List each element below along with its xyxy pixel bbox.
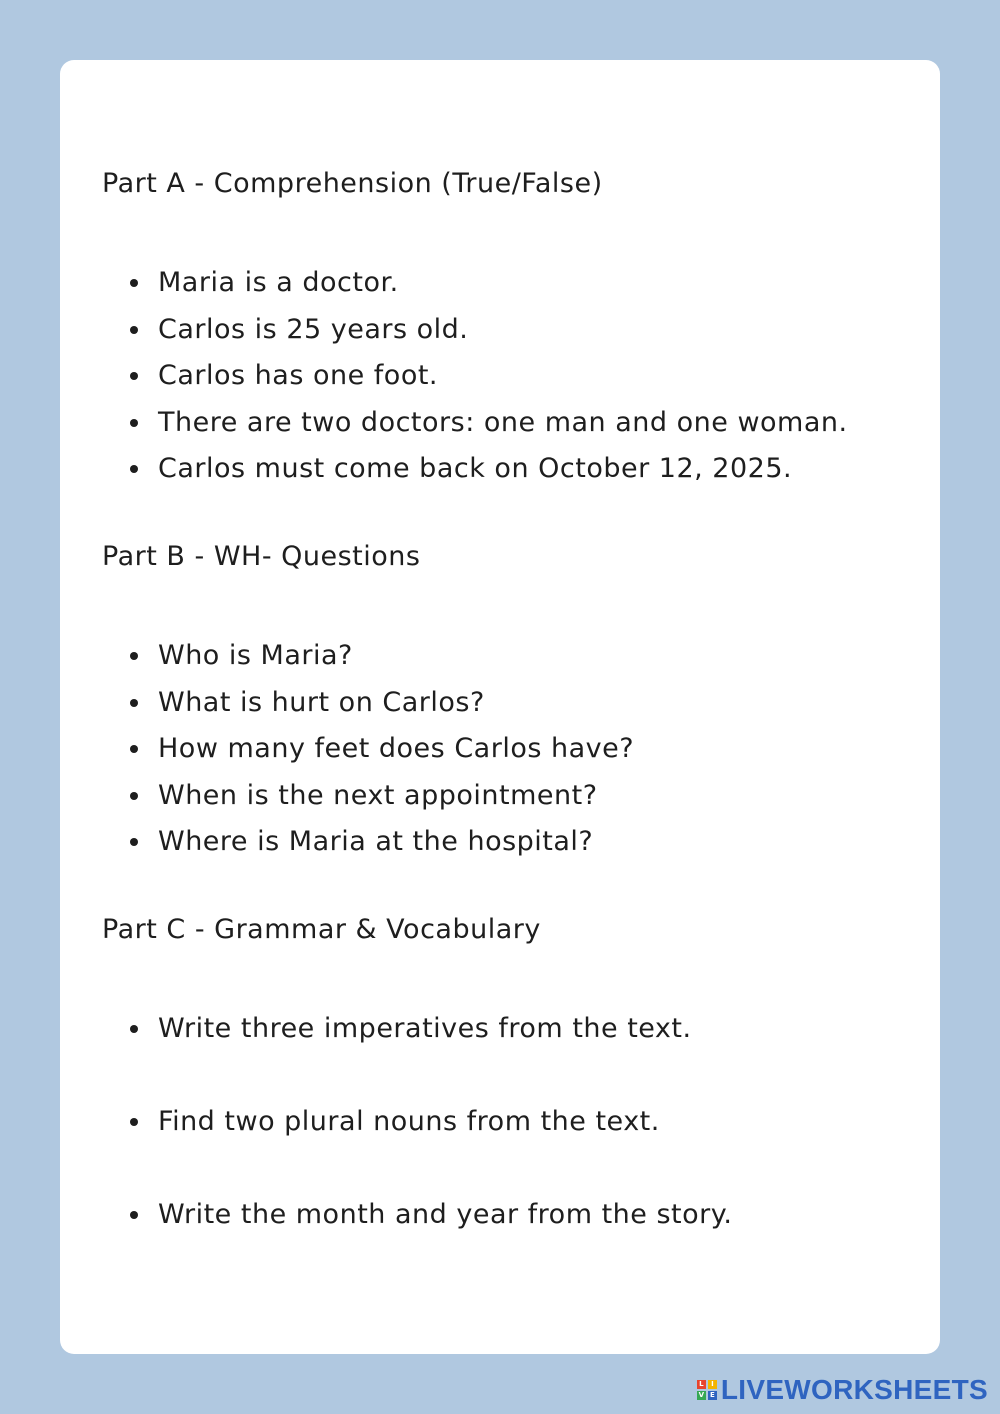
bullet-icon [130, 838, 138, 846]
logo-mark-l: L [697, 1380, 706, 1389]
list-item [60, 1192, 732, 1285]
part-b-title: Part B - WH- Questions [102, 541, 421, 572]
logo-mark-v: V [698, 1391, 705, 1399]
logo-mark-e: E [708, 1391, 717, 1400]
list-item [60, 446, 848, 493]
part-a-item-5: Carlos must come back on October 12, 2025. [158, 453, 793, 484]
part-a-item-4: There are two doctors: one man and one woman. [158, 406, 848, 438]
part-c-item-3: Write the month and year from the story. [158, 1199, 733, 1230]
part-b-item-1: Who is Maria? [158, 640, 353, 671]
logo-mark-i: I [708, 1380, 717, 1389]
list-item [60, 680, 634, 727]
part-b-list [60, 633, 634, 866]
part-c-item-2: Find two plural nouns from the text. [158, 1106, 660, 1137]
bullet-icon [130, 699, 138, 707]
part-b-item-4: When is the next appointment? [158, 779, 598, 811]
bullet-icon [130, 1118, 138, 1126]
part-b-item-2: What is hurt on Carlos? [158, 686, 485, 718]
liveworksheets-logo-icon [697, 1380, 717, 1400]
part-c-list [60, 1006, 732, 1285]
bullet-icon [130, 465, 138, 473]
liveworksheets-logo[interactable] [697, 1374, 988, 1406]
part-a-list [60, 260, 848, 493]
part-c-title: Part C - Grammar & Vocabulary [102, 914, 541, 945]
bullet-icon [130, 745, 138, 753]
bullet-icon [130, 1211, 138, 1219]
list-item [60, 726, 634, 773]
part-b-item-5: Where is Maria at the hospital? [158, 826, 594, 857]
worksheet-card [60, 60, 940, 1354]
list-item [60, 1099, 732, 1192]
list-item [60, 353, 848, 400]
list-item [60, 633, 634, 680]
part-a-item-3: Carlos has one foot. [158, 360, 439, 391]
logo-text: LIVEWORKSHEETS [720, 1374, 988, 1405]
bullet-icon [130, 1025, 138, 1033]
bullet-icon [130, 419, 138, 427]
part-b-item-3: How many feet does Carlos have? [158, 733, 635, 764]
list-item [60, 307, 848, 354]
part-a-title: Part A - Comprehension (True/False) [102, 168, 603, 199]
bullet-icon [130, 372, 138, 380]
bullet-icon [130, 652, 138, 660]
list-item [60, 773, 634, 820]
part-a-item-2: Carlos is 25 years old. [158, 313, 469, 345]
part-a-item-1: Maria is a doctor. [158, 267, 399, 298]
bullet-icon [130, 792, 138, 800]
list-item [60, 260, 848, 307]
part-c-item-1: Write three imperatives from the text. [158, 1013, 692, 1044]
list-item [60, 400, 848, 447]
list-item [60, 819, 634, 866]
bullet-icon [130, 279, 138, 287]
list-item [60, 1006, 732, 1099]
bullet-icon [130, 326, 138, 334]
